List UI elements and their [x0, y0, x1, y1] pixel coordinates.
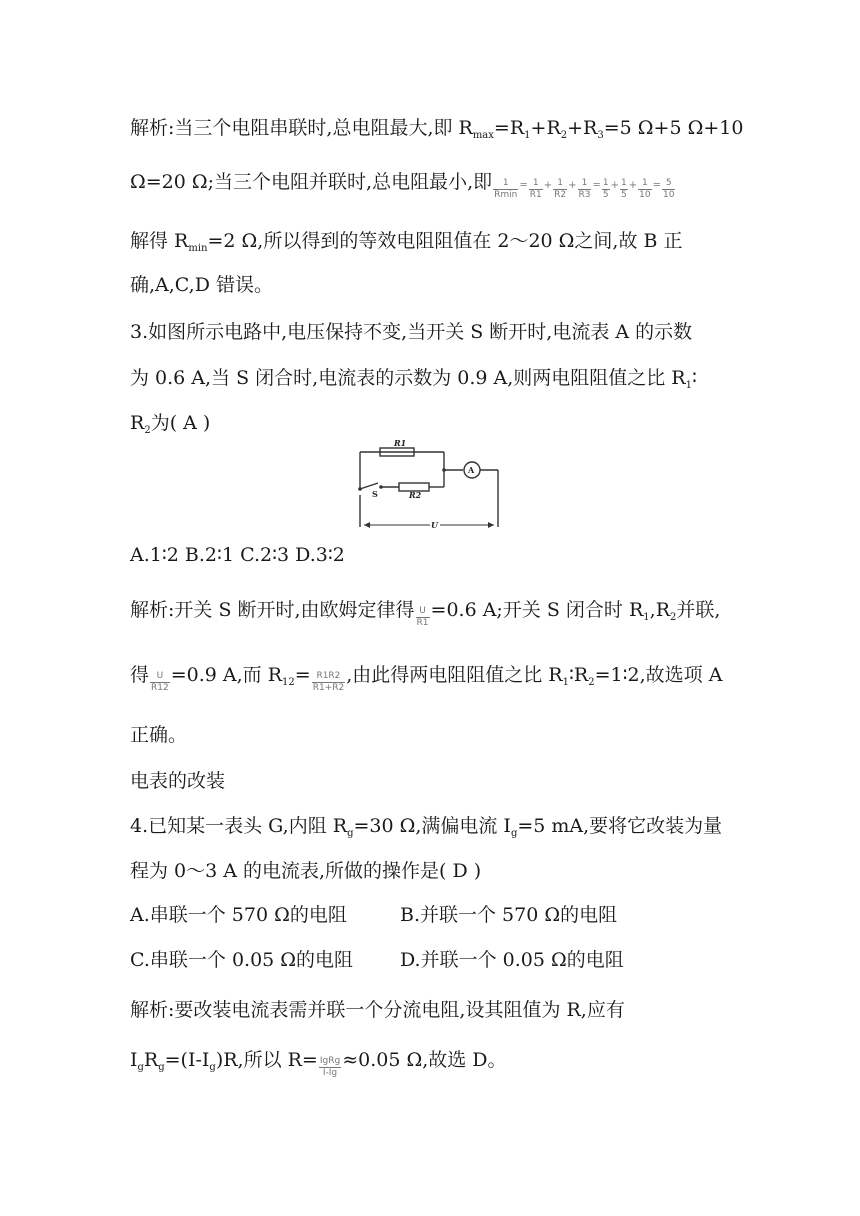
analysis-2-line-2	[130, 168, 676, 201]
operator: +	[543, 180, 553, 191]
subscript: 2	[670, 612, 677, 623]
text: 得	[130, 664, 150, 686]
question-4-option-a	[130, 901, 347, 929]
analysis-2-line-1	[130, 114, 743, 150]
fraction: $\frac{R1R2}{R1+R2}$	[312, 671, 345, 693]
text: +R	[567, 117, 598, 139]
text: 确,A,C,D 错误。	[130, 274, 273, 296]
text: )R,所以 R=	[215, 1049, 318, 1071]
operator: =	[652, 180, 661, 191]
fraction: $\frac{1}{R3}$	[578, 178, 591, 200]
circuit-diagram	[352, 438, 502, 533]
question-3-line-1	[130, 318, 692, 346]
subscript: max	[472, 130, 494, 141]
operator: +	[568, 180, 577, 191]
analysis-4-line-1	[130, 996, 625, 1024]
text: 程为 0～3 A 的电流表,所做的操作是( D )	[130, 860, 482, 882]
fraction: $\frac{1}{R2}$	[554, 178, 567, 200]
text: C.串联一个 0.05 Ω的电阻	[130, 949, 354, 971]
fraction: $\frac{\text{IgRg}}{I-Ig}$	[319, 1056, 341, 1078]
text: =0.9 A,而 R	[170, 664, 283, 686]
subscript: min	[188, 243, 208, 254]
ammeter-label: A	[468, 465, 475, 475]
text: 解析:要改装电流表需并联一个分流电阻,设其阻值为 R,应有	[130, 999, 625, 1021]
question-4-line-2	[130, 857, 481, 885]
fraction: $\frac{1}{5}$	[602, 178, 609, 200]
text: Ω=20 Ω;当三个电阻并联时,总电阻最小,即	[130, 171, 493, 193]
r1-label: R1	[394, 438, 407, 448]
subscript: g	[137, 1062, 144, 1073]
question-3-line-3	[130, 409, 210, 445]
subscript: 2	[588, 677, 595, 688]
text: ≈0.05 Ω,故选 D。	[342, 1049, 507, 1071]
subscript: g	[347, 828, 354, 839]
question-4-option-c	[130, 946, 353, 974]
subscript: g	[209, 1062, 216, 1073]
text: ∶	[691, 367, 697, 389]
subscript: 2	[560, 130, 568, 141]
question-3-options	[130, 541, 345, 569]
operator: =	[592, 180, 601, 191]
subscript: g	[510, 828, 518, 839]
fraction: $\frac{1}{Rmin}$	[494, 178, 518, 200]
text: 解得 R	[130, 230, 189, 252]
analysis-2-line-4	[130, 271, 273, 299]
text: +R	[530, 117, 561, 139]
operator: +	[610, 180, 619, 191]
question-4-option-b	[400, 901, 617, 929]
subscript: 1	[643, 612, 650, 623]
switch-label: S	[372, 489, 378, 499]
voltage-label: U	[431, 520, 438, 530]
text: =5 mA,要将它改装为量	[517, 815, 723, 837]
text: 为 0.6 A,当 S 闭合时,电流表的示数为 0.9 A,则两电阻阻值之比 R	[130, 367, 686, 389]
question-4-option-d	[400, 946, 624, 974]
text: ,R	[649, 599, 671, 621]
text: A.串联一个 570 Ω的电阻	[130, 904, 347, 926]
text: =R	[493, 117, 525, 139]
analysis-2-line-3	[130, 227, 683, 263]
text: 解析:当三个电阻串联时,总电阻最大,即 R	[130, 117, 473, 139]
text: =30 Ω,满偏电流 I	[353, 815, 511, 837]
fraction: $\frac{1}{10}$	[639, 178, 651, 200]
text: 4.已知某一表头 G,内阻 R	[130, 815, 348, 837]
subscript: g	[158, 1062, 165, 1073]
fraction: $\frac{5}{10}$	[662, 178, 675, 200]
section-heading	[130, 767, 225, 795]
text: =0.6 A;开关 S 闭合时 R	[430, 599, 644, 621]
fraction: $\frac{1}{5}$	[621, 178, 627, 200]
subscript: 3	[597, 130, 604, 141]
analysis-4-line-2	[130, 1046, 507, 1082]
text: =	[294, 664, 311, 686]
text: 解析:开关 S 断开时,由欧姆定律得	[130, 599, 415, 621]
text: A.1∶2 B.2∶1 C.2∶3 D.3∶2	[130, 544, 345, 566]
text: =2 Ω,所以得到的等效电阻阻值在 2～20 Ω之间,故 B 正	[207, 230, 683, 252]
subscript: 12	[282, 677, 295, 688]
text: D.并联一个 0.05 Ω的电阻	[400, 949, 624, 971]
operator: =	[519, 180, 528, 191]
subscript: 1	[685, 380, 692, 391]
text: =1∶2,故选项 A	[594, 664, 723, 686]
text: I	[130, 1049, 138, 1071]
text: 正确。	[130, 724, 188, 746]
text: ∶R	[568, 664, 589, 686]
analysis-3-line-1	[130, 596, 720, 632]
fraction: $\frac{U}{R12}$	[151, 671, 169, 693]
text: 并联,	[676, 599, 721, 621]
question-3-line-2	[130, 364, 697, 400]
text: R	[143, 1049, 159, 1071]
subscript: 2	[144, 425, 151, 436]
question-4-line-1	[130, 812, 722, 848]
text: =(I-I	[164, 1049, 210, 1071]
text: =5 Ω+5 Ω+10	[603, 117, 744, 139]
text: R	[130, 412, 145, 434]
text: 3.如图所示电路中,电压保持不变,当开关 S 断开时,电流表 A 的示数	[130, 321, 693, 343]
r2-label: R2	[409, 490, 422, 500]
fraction: $\frac{1}{R1}$	[529, 178, 542, 200]
text: 电表的改装	[130, 770, 226, 792]
text: B.并联一个 570 Ω的电阻	[400, 904, 618, 926]
analysis-3-line-2	[130, 661, 722, 697]
text: 为( A )	[150, 412, 211, 434]
text: ,由此得两电阻阻值之比 R	[346, 664, 563, 686]
operator: +	[628, 180, 638, 191]
subscript: 1	[524, 130, 531, 141]
subscript: 1	[562, 677, 569, 688]
fraction: $\frac{U}{R1}$	[416, 606, 429, 628]
analysis-3-line-3	[130, 721, 187, 749]
